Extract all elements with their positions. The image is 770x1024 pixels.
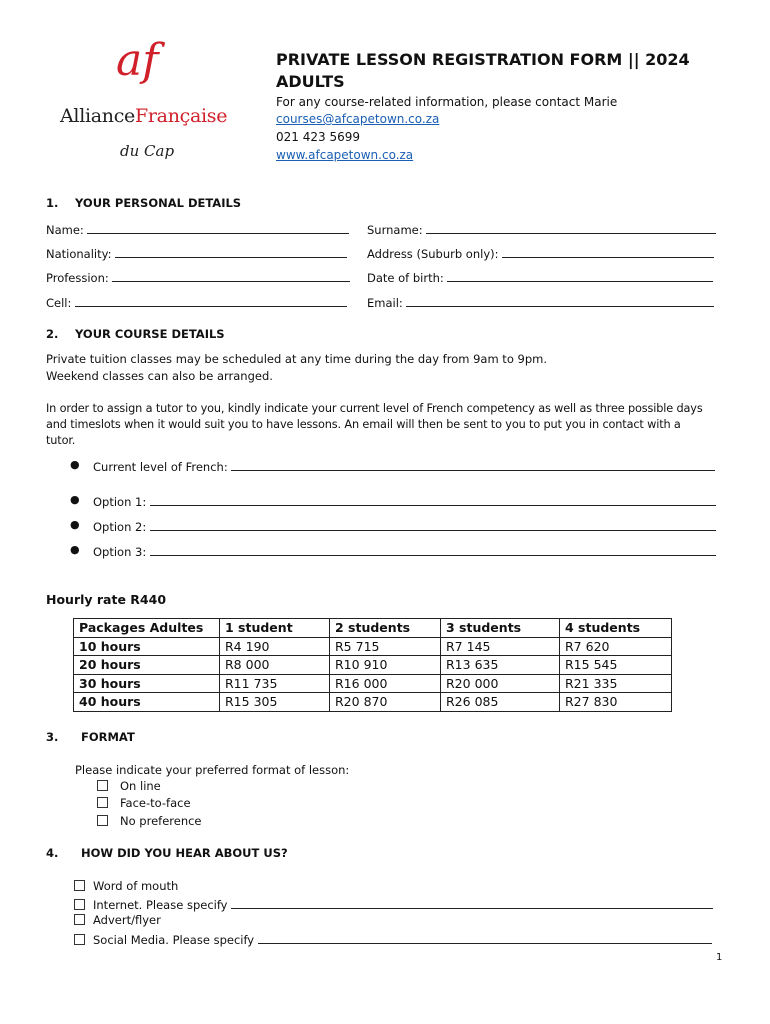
rates-table [73,618,672,712]
format-option-no-preference[interactable] [97,814,202,828]
nationality-field[interactable] [46,245,347,261]
table-cell: R20 000 [441,674,560,693]
logo-mark: af [116,35,159,86]
schedule-text-line2: Weekend classes can also be arranged. [46,369,273,383]
table-header-row [74,619,672,638]
option1-line[interactable] [150,493,716,506]
section3-title: FORMAT [81,730,135,744]
tutor-instructions [46,401,703,449]
logo-name-alliance: Alliance [60,105,136,127]
logo [56,35,238,168]
french-level-field[interactable] [93,458,715,474]
bullet-dot: ● [70,458,80,471]
option2-line[interactable] [150,518,716,531]
bullet-dot: ● [70,518,80,531]
table-cell: R8 000 [220,656,330,675]
option1-label: Option 1: [93,495,147,509]
email-line[interactable] [406,294,714,307]
format-prompt: Please indicate your preferred format of lesson: [75,763,350,777]
table-header-cell: 2 students [330,619,441,638]
section2-number: 2. [46,327,59,341]
checkbox[interactable] [74,914,85,925]
schedule-text-line1: Private tuition classes may be scheduled at any time during the day from 9am to 9pm. [46,352,547,366]
table-cell: R26 085 [441,693,560,712]
address-field[interactable] [367,245,714,261]
hourly-rate-heading: Hourly rate R440 [46,592,167,607]
table-row-label: 40 hours [74,693,220,712]
section4-number: 4. [46,846,59,860]
surname-field[interactable] [367,221,716,237]
table-cell: R7 620 [560,637,672,656]
table-row [74,656,672,675]
logo-name-francaise: Française [135,105,228,127]
table-cell: R15 305 [220,693,330,712]
tutor-instructions-line3: tutor. [46,434,76,447]
table-cell: R5 715 [330,637,441,656]
checkbox-label: No preference [120,814,202,828]
option1-field[interactable] [93,493,716,509]
contact-phone: 021 423 5699 [276,130,360,144]
name-field[interactable] [46,221,349,237]
option3-field[interactable] [93,543,716,559]
tutor-instructions-line2: and timeslots when it would suit you to have lessons. An email will then be sent to you to put you in contact with a [46,418,681,431]
cell-label: Cell: [46,296,72,310]
table-row-label: 30 hours [74,674,220,693]
table-cell: R11 735 [220,674,330,693]
dob-line[interactable] [447,269,713,282]
option3-label: Option 3: [93,545,147,559]
profession-label: Profession: [46,271,109,285]
contact-intro: For any course-related information, please contact Marie [276,95,618,109]
table-cell: R13 635 [441,656,560,675]
section4-title: HOW DID YOU HEAR ABOUT US? [81,846,288,860]
checkbox[interactable] [74,934,85,945]
table-cell: R27 830 [560,693,672,712]
checkbox[interactable] [74,880,85,891]
social-media-specify-line[interactable] [258,931,712,944]
tutor-instructions-line1: In order to assign a tutor to you, kindly indicate your current level of French competency as well as three possible days [46,402,703,415]
name-line[interactable] [87,221,349,234]
email-field[interactable] [367,294,714,310]
table-row-label: 10 hours [74,637,220,656]
checkbox[interactable] [97,797,108,808]
table-row [74,637,672,656]
table-header-cell: Packages Adultes [74,619,220,638]
surname-label: Surname: [367,223,423,237]
french-level-label: Current level of French: [93,460,228,474]
source-option-social-media[interactable] [74,931,712,947]
table-row [74,693,672,712]
nationality-label: Nationality: [46,247,112,261]
table-cell: R15 545 [560,656,672,675]
form-title-line2: ADULTS [276,72,345,91]
section1-title: YOUR PERSONAL DETAILS [75,196,242,210]
page-number: 1 [716,952,723,963]
logo-subtitle: du Cap [120,142,175,160]
section2-title: YOUR COURSE DETAILS [75,327,225,341]
website-link[interactable]: www.afcapetown.co.za [276,148,414,162]
checkbox-label: Advert/flyer [93,913,161,927]
table-row-label: 20 hours [74,656,220,675]
form-title-line1: PRIVATE LESSON REGISTRATION FORM || 2024 [276,50,690,69]
checkbox-label: Word of mouth [93,879,179,893]
format-option-online[interactable] [97,779,161,793]
name-label: Name: [46,223,84,237]
internet-specify-line[interactable] [231,896,713,909]
table-cell: R7 145 [441,637,560,656]
table-header-cell: 3 students [441,619,560,638]
table-cell: R10 910 [330,656,441,675]
source-option-word-of-mouth[interactable] [74,879,178,893]
bullet-dot: ● [70,493,80,506]
section3-number: 3. [46,730,59,744]
cell-line[interactable] [75,294,347,307]
surname-line[interactable] [426,221,716,234]
nationality-line[interactable] [115,245,347,258]
table-cell: R4 190 [220,637,330,656]
email-label: Email: [367,296,403,310]
logo-name [60,105,227,127]
checkbox-label: Face-to-face [120,796,191,810]
address-line[interactable] [502,245,714,258]
bullet-dot: ● [70,543,80,556]
checkbox[interactable] [97,815,108,826]
section1-number: 1. [46,196,59,210]
dob-label: Date of birth: [367,271,444,285]
option3-line[interactable] [150,543,716,556]
address-label: Address (Suburb only): [367,247,499,261]
table-header-cell: 4 students [560,619,672,638]
table-row [74,674,672,693]
table-cell: R20 870 [330,693,441,712]
checkbox-label: Social Media. Please specify [93,933,255,947]
table-cell: R16 000 [330,674,441,693]
checkbox[interactable] [97,780,108,791]
checkbox-label: Internet. Please specify [93,898,228,912]
source-option-advert[interactable] [74,913,161,927]
french-level-line[interactable] [231,458,715,471]
option2-label: Option 2: [93,520,147,534]
checkbox[interactable] [74,899,85,910]
dob-field[interactable] [367,269,713,285]
profession-line[interactable] [112,269,350,282]
table-cell: R21 335 [560,674,672,693]
contact-email-link[interactable]: courses@afcapetown.co.za [276,112,440,126]
source-option-internet[interactable] [74,896,713,912]
cell-field[interactable] [46,294,347,310]
profession-field[interactable] [46,269,350,285]
checkbox-label: On line [120,779,161,793]
table-header-cell: 1 student [220,619,330,638]
option2-field[interactable] [93,518,716,534]
format-option-face-to-face[interactable] [97,796,191,810]
